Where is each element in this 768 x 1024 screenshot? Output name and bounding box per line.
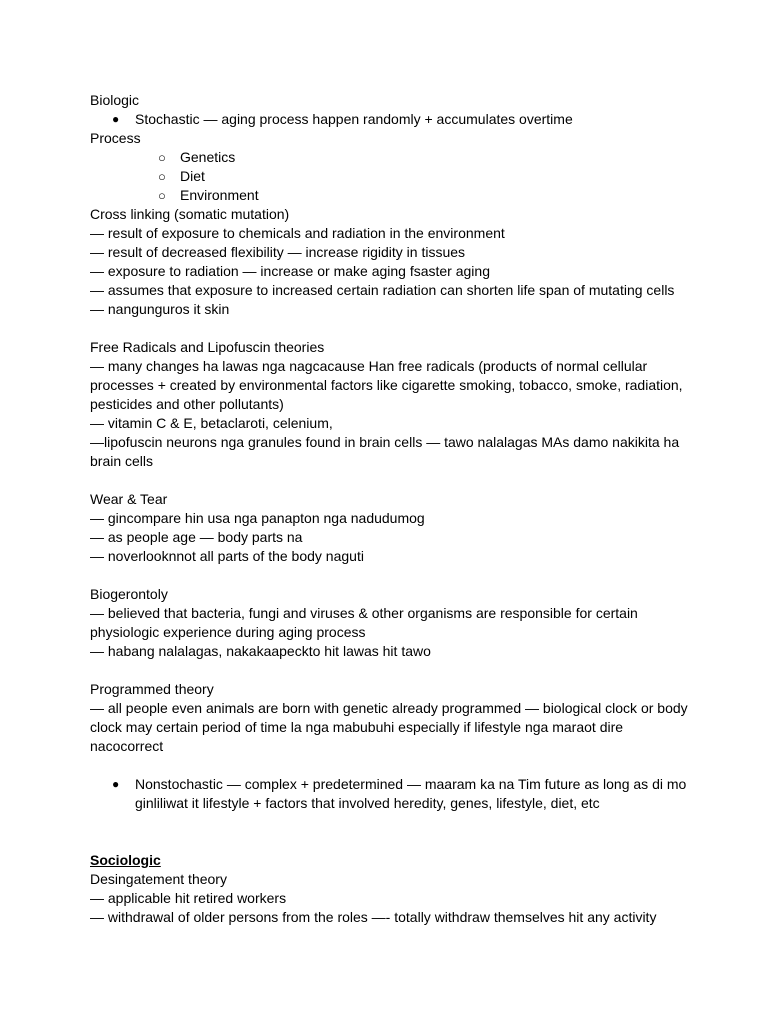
spacer [90, 661, 690, 680]
text-line: — vitamin C & E, betaclaroti, celenium, [90, 415, 333, 431]
list-item-text: Environment [180, 187, 259, 203]
hollow-bullet-icon: ○ [158, 150, 166, 165]
list-item-text: Diet [180, 168, 205, 184]
text-line: — many changes ha lawas nga nagcacause Han free radicals (products of normal cellular processes + created by environmental factors like cigarette smoking, tobacco, smoke, radiation, pesticides and other pollutants) [90, 358, 683, 412]
filled-bullet-icon: ● [112, 112, 120, 126]
spacer [90, 319, 690, 338]
text-line: — as people age — body parts na [90, 529, 303, 545]
hollow-bullet-icon: ○ [158, 188, 166, 203]
section-title-biologic: Biologic [90, 92, 140, 108]
spacer [90, 756, 690, 775]
spacer [90, 813, 690, 832]
text-line: — applicable hit retired workers [90, 890, 287, 906]
hollow-bullet-icon: ○ [158, 169, 166, 184]
bullet-text: Nonstochastic — complex + predetermined — maaram ka na Tim future as long as di mo ginliliwat it lifestyle + factors that involved heredity, genes, lifestyle, diet, etc [135, 776, 687, 811]
text-line: — result of decreased flexibility — increase rigidity in tissues [90, 244, 466, 260]
spacer [90, 566, 690, 585]
text-line: —lipofuscin neurons nga granules found in brain cells — tawo nalalagas MAs damo nakikita ha brain cells [90, 434, 680, 469]
process-label: Process [90, 130, 141, 146]
list-item-diet [90, 167, 690, 186]
filled-bullet-icon: ● [112, 777, 120, 791]
text-line: — withdrawal of older persons from the roles —- totally withdraw themselves hit any activity [90, 909, 657, 925]
spacer [90, 832, 690, 851]
heading-desingatement: Desingatement theory [90, 871, 227, 887]
bullet-nonstochastic [90, 775, 690, 813]
heading-free-radicals: Free Radicals and Lipofuscin theories [90, 339, 325, 355]
text-line: — nangunguros it skin [90, 301, 230, 317]
list-item-text: Genetics [180, 149, 236, 165]
text-line: — habang nalalagas, nakakaapeckto hit lawas hit tawo [90, 643, 431, 659]
bullet-stochastic [90, 110, 690, 129]
bullet-text: Stochastic — aging process happen randomly + accumulates overtime [135, 111, 573, 127]
heading-programmed: Programmed theory [90, 681, 214, 697]
text-line: — gincompare hin usa nga panapton nga nadudumog [90, 510, 425, 526]
text-line: — all people even animals are born with genetic already programmed — biological clock or body clock may certain period of time la nga mabubuhi especially if lifestyle nga maraot dire nacocorrect [90, 700, 688, 754]
spacer [90, 471, 690, 490]
heading-wear-tear: Wear & Tear [90, 491, 168, 507]
document-page [90, 91, 690, 927]
text-line: — believed that bacteria, fungi and viruses & other organisms are responsible for certain physiologic experience during aging process [90, 605, 638, 640]
text-line: — result of exposure to chemicals and radiation in the environment [90, 225, 505, 241]
text-line: — noverlooknnot all parts of the body naguti [90, 548, 364, 564]
text-line: — assumes that exposure to increased certain radiation can shorten life span of mutating cells [90, 282, 675, 298]
text-line: — exposure to radiation — increase or make aging fsaster aging [90, 263, 490, 279]
heading-cross-linking: Cross linking (somatic mutation) [90, 206, 290, 222]
list-item-genetics [90, 148, 690, 167]
list-item-environment [90, 186, 690, 205]
heading-biogerontoly: Biogerontoly [90, 586, 168, 602]
section-title-sociologic: Sociologic [90, 852, 161, 868]
